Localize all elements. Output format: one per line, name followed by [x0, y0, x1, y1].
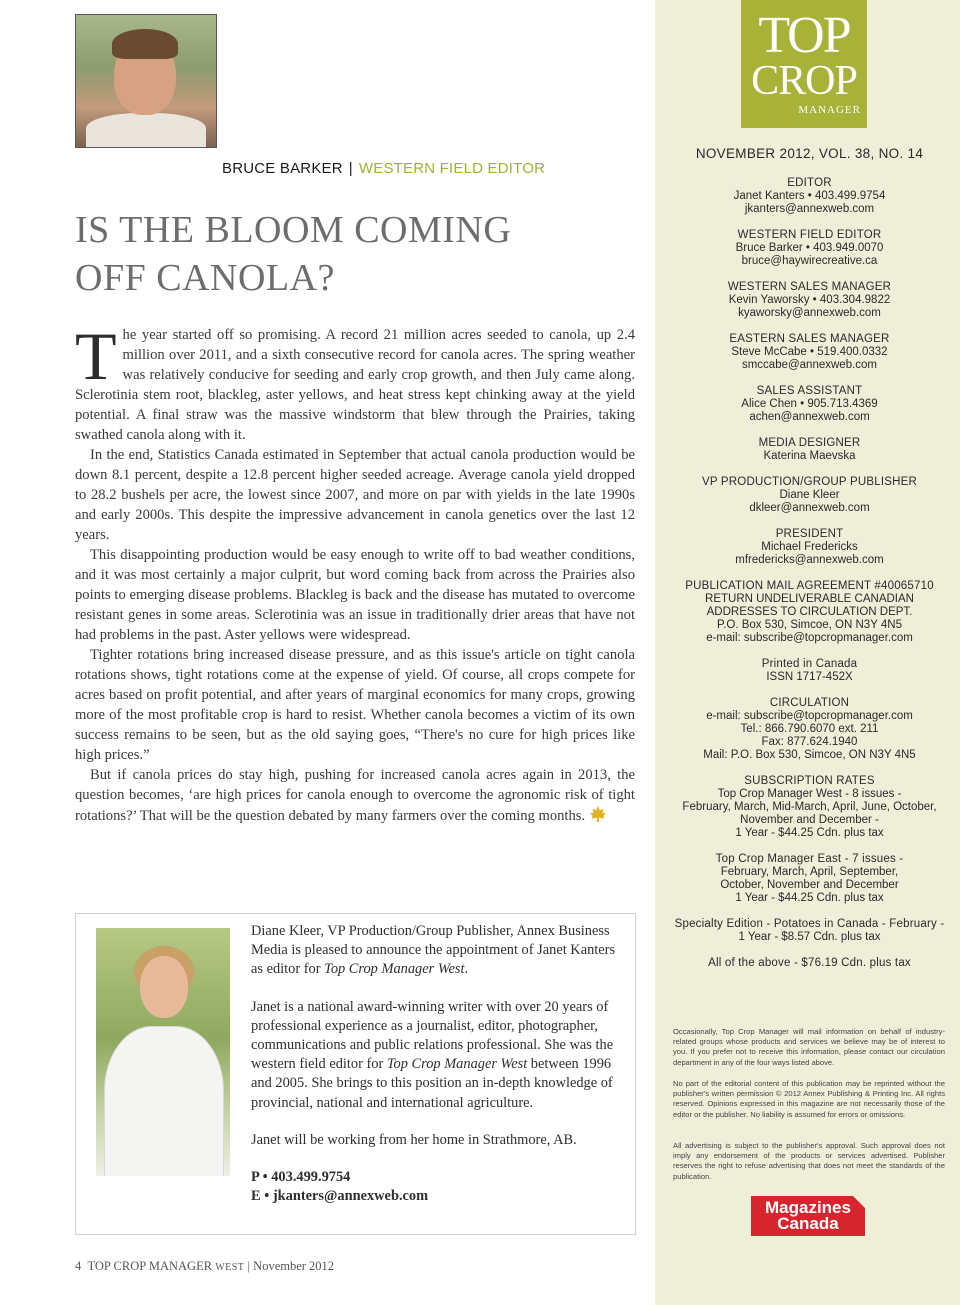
- masthead-entry-line: bruce@haywirecreative.ca: [741, 255, 878, 267]
- masthead-entry-line: ISSN 1717-452X: [766, 671, 853, 683]
- masthead-entry-line: ADDRESSES TO CIRCULATION DEPT.: [706, 606, 913, 618]
- masthead-entry-line: Kevin Yaworsky • 403.304.9822: [728, 294, 891, 306]
- byline: [222, 160, 545, 177]
- byline-separator: |: [348, 160, 353, 177]
- page-footer: 4 TOP CROP MANAGER WEST | November 2012: [75, 1259, 335, 1273]
- article-body: [75, 318, 635, 826]
- masthead-entry: [672, 918, 947, 944]
- masthead-entry: [672, 333, 947, 372]
- masthead-entry-label: Printed in Canada: [761, 658, 858, 670]
- masthead-entry: [672, 476, 947, 515]
- author-photo: [75, 14, 217, 148]
- article-paragraph: But if canola prices do stay high, pushing for increased canola acres again in 2013, the question becomes, ‘are high prices for canola enough to overcome the agronomic risk of tight rotations?’ That will be the question debated by many farmers over the coming months.: [75, 767, 635, 824]
- headline: [75, 206, 635, 302]
- masthead-entry-line: smccabe@annexweb.com: [741, 359, 878, 371]
- announcement-phone: P • 403.499.9754: [251, 1169, 351, 1186]
- magazines-canada-logo: Magazines Canada: [751, 1196, 865, 1236]
- masthead-entry-label: CIRCULATION: [769, 697, 850, 709]
- masthead-entry-line: P.O. Box 530, Simcoe, ON N3Y 4N5: [717, 619, 902, 631]
- masthead-entry: [672, 385, 947, 424]
- announcement-box: [75, 913, 636, 1235]
- masthead-entry-line: Fax: 877.624.1940: [761, 736, 858, 748]
- masthead-entry: [672, 580, 947, 645]
- byline-role: WESTERN FIELD EDITOR: [358, 160, 546, 177]
- masthead-entry: [672, 437, 947, 463]
- masthead-entry-line: 1 Year - $8.57 Cdn. plus tax: [738, 931, 881, 943]
- masthead-entry-label: WESTERN FIELD EDITOR: [737, 229, 882, 241]
- masthead-entry-label: EASTERN SALES MANAGER: [729, 333, 890, 345]
- masthead-entry-line: February, March, April, September,: [720, 866, 899, 878]
- masthead-entry-line: Diane Kleer: [779, 489, 840, 501]
- announcement-paragraph: Diane Kleer, VP Production/Group Publisher, Annex Business Media is pleased to announce the appointment of Janet Kanters as editor for Top Crop Manager West.: [251, 923, 616, 978]
- footer-date: November 2012: [253, 1259, 335, 1273]
- masthead-entry: [672, 658, 947, 684]
- masthead-entry-line: achen@annexweb.com: [749, 411, 870, 423]
- masthead-entry-line: RETURN UNDELIVERABLE CANADIAN: [705, 593, 914, 605]
- masthead-entry-line: Alice Chen • 905.713.4369: [741, 398, 878, 410]
- masthead-entry: [672, 853, 947, 905]
- fine-print-advertising: All advertising is subject to the publisher's approval. Such approval does not imply any endorsement of the products or services advertised. Publisher reserves the right to refuse advertising that does not meet the standards of the publication.: [673, 1141, 945, 1181]
- masthead-entry-label: WESTERN SALES MANAGER: [727, 281, 892, 293]
- footer-title: TOP CROP MANAGER: [87, 1259, 213, 1273]
- masthead-entry-line: Steve McCabe • 519.400.0332: [731, 346, 888, 358]
- drop-cap: T: [75, 318, 117, 394]
- masthead-entry-line: February, March, Mid-March, April, June, October,: [682, 801, 937, 813]
- article-paragraph: This disappointing production would be easy enough to write off to bad weather conditions, and it was most certainly a major culprit, but word coming back from across the Prairies also points to emerging disease problems. Blackleg is back and the disease has mutated to overcome resistant genes in some areas. Sclerotinia was an issue in traditionally drier areas that have not had problems in the past. Aster yellows were widespread.: [75, 547, 635, 643]
- masthead-entry-label: MEDIA DESIGNER: [758, 437, 861, 449]
- page-number: 4: [75, 1259, 82, 1273]
- article-paragraph: In the end, Statistics Canada estimated in September that actual canola production would be down 8.1 percent, despite a 12.8 percent higher seeded acreage. Average canola yield dropped to 28.2 bushels per acre, the lowest since 2007, and more on par with yields in the late 1990s and early 2000s. This despite the impressive advancement in canola genetics over the last 12 years.: [75, 447, 635, 543]
- masthead-entry: [672, 775, 947, 840]
- byline-name: BRUCE BARKER: [222, 160, 343, 177]
- masthead: [672, 146, 947, 983]
- article-paragraph: Tighter rotations bring increased disease pressure, and as this issue's article on tight canola rotations shows, tight rotations come at the expense of yield. Of course, all crops compete for acres based on profit potential, and after years of marginal economics for many crops, growing more of the most profitable crop is hard to resist. Whether canola becomes a victim of its own success remains to be seen, but as the old saying goes, “There's no cure for high prices like high prices.”: [75, 647, 635, 763]
- masthead-entry: [672, 697, 947, 762]
- masthead-entry-line: Katerina Maevska: [763, 450, 856, 462]
- masthead-entry: [672, 957, 947, 970]
- masthead-entry-line: kyaworsky@annexweb.com: [738, 307, 881, 319]
- issue-info: NOVEMBER 2012, VOL. 38, NO. 14: [695, 146, 924, 161]
- masthead-entry-line: Michael Fredericks: [761, 541, 858, 553]
- masthead-entry-label: Specialty Edition - Potatoes in Canada - February -: [674, 918, 945, 930]
- masthead-entry-line: October, November and December: [720, 879, 899, 891]
- masthead-entry-label: SALES ASSISTANT: [756, 385, 863, 397]
- announcement-paragraph: Janet will be working from her home in Strathmore, AB.: [251, 1131, 577, 1148]
- masthead-entry: [672, 528, 947, 567]
- masthead-entry-label: EDITOR: [787, 177, 832, 189]
- masthead-entry-label: All of the above - $76.19 Cdn. plus tax: [708, 957, 911, 969]
- masthead-entry-line: Mail: P.O. Box 530, Simcoe, ON N3Y 4N5: [703, 749, 916, 761]
- fine-print-copyright: No part of the editorial content of this publication may be reprinted without the publisher's written permission © 2012 Annex Publishing & Printing Inc. All rights reserved. Opinions expressed in this magazine are not necessarily those of the editor or the publisher. No liability is assumed for errors or omissions.: [673, 1079, 945, 1119]
- masthead-entry-label: SUBSCRIPTION RATES: [744, 775, 875, 787]
- masthead-entry: [672, 229, 947, 268]
- masthead-entry-line: jkanters@annexweb.com: [744, 203, 875, 215]
- masthead-entry-line: 1 Year - $44.25 Cdn. plus tax: [735, 892, 884, 904]
- masthead-entry-label: Top Crop Manager East - 7 issues -: [715, 853, 904, 865]
- masthead-entry-line: e-mail: subscribe@topcropmanager.com: [706, 710, 913, 722]
- fine-print-mailing: Occasionally, Top Crop Manager will mail information on behalf of industry-related groups whose products and services we believe may be of interest to you. If you prefer not to receive this information, please contact our circulation department in any of the four ways listed above.: [673, 1027, 945, 1067]
- masthead-entry-line: November and December -: [740, 814, 879, 826]
- announcement-text: [251, 922, 621, 1206]
- announcement-email: E • jkanters@annexweb.com: [251, 1188, 429, 1205]
- headline-line-2: OFF CANOLA?: [75, 257, 335, 299]
- masthead-entry-line: Bruce Barker • 403.949.0070: [735, 242, 884, 254]
- masthead-entry-label: VP PRODUCTION/GROUP PUBLISHER: [702, 476, 917, 488]
- article-paragraph: The year started off so promising. A record 21 million acres seeded to canola, up 2.4 million over 2011, and a sixth consecutive record for canola acres. The spring weather was relatively conducive for seeding and early crop growth, and then July came along. Sclerotinia stem root, blackleg, aster yellows, and heat stress kept chinking away at the yield potential. A final straw was the massive windstorm that blew through the Prairies, taking swathed canola along with it.: [75, 318, 635, 443]
- masthead-entry-line: dkleer@annexweb.com: [749, 502, 870, 514]
- staff-list: [672, 177, 947, 970]
- masthead-entry-line: mfredericks@annexweb.com: [735, 554, 884, 566]
- masthead-entry-line: 1 Year - $44.25 Cdn. plus tax: [735, 827, 884, 839]
- masthead-entry-line: Top Crop Manager West - 8 issues -: [717, 788, 902, 800]
- masthead-entry-label: PUBLICATION MAIL AGREEMENT #40065710: [685, 580, 934, 592]
- masthead-entry-line: e-mail: subscribe@topcropmanager.com: [706, 632, 913, 644]
- masthead-entry: [672, 177, 947, 216]
- masthead-entry-line: Tel.: 866.790.6070 ext. 211: [740, 723, 879, 735]
- maple-leaf-icon: [589, 805, 607, 823]
- editor-photo: [96, 928, 230, 1176]
- masthead-entry-label: PRESIDENT: [775, 528, 844, 540]
- top-crop-manager-logo: TOP CROP MANAGER: [741, 0, 867, 128]
- footer-edition: WEST: [215, 1262, 245, 1273]
- masthead-entry-line: Janet Kanters • 403.499.9754: [733, 190, 886, 202]
- masthead-entry: [672, 281, 947, 320]
- headline-line-1: IS THE BLOOM COMING: [75, 209, 512, 251]
- announcement-paragraph: Janet is a national award-winning writer with over 20 years of professional experience as a journalist, editor, photographer, communications and public relations professional. She was the western field editor for Top Crop Manager West between 1996 and 2005. She brings to this position an in-depth knowledge of provincial, national and international agriculture.: [251, 998, 614, 1111]
